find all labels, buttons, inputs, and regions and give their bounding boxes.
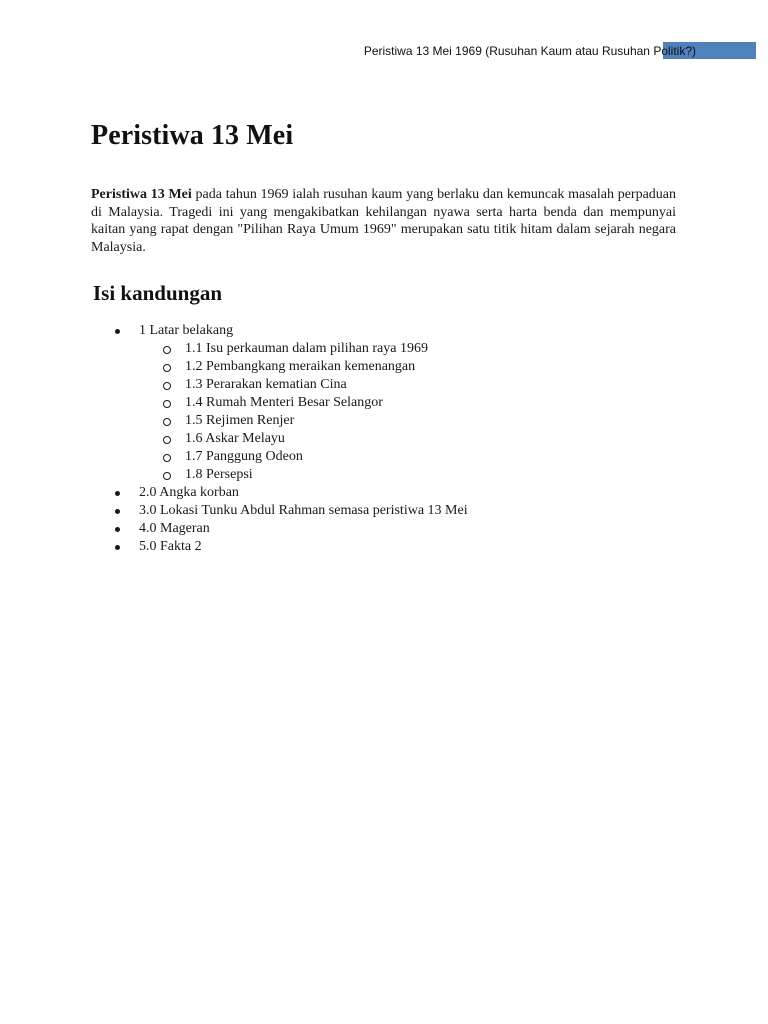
toc-item[interactable] (0, 322, 768, 340)
intro-paragraph (91, 186, 676, 256)
page-title: Peristiwa 13 Mei (91, 120, 294, 151)
table-of-contents (0, 322, 768, 556)
toc-item-label[interactable]: 1.5 Rejimen Renjer (185, 413, 295, 428)
toc-item-label[interactable]: 1.2 Pembangkang meraikan kemenangan (185, 359, 416, 374)
bullet-ring-icon (163, 472, 171, 480)
intro-bold-lead: Peristiwa 13 Mei (91, 187, 192, 202)
toc-subitem[interactable] (0, 412, 768, 430)
toc-subitem[interactable] (0, 394, 768, 412)
toc-item[interactable] (0, 502, 768, 520)
running-header: Peristiwa 13 Mei 1969 (Rusuhan Kaum atau Rusuhan Politik?) (363, 44, 696, 58)
bullet-ring-icon (163, 418, 171, 426)
bullet-dot-icon (115, 329, 120, 334)
intro-text: pada tahun 1969 ialah rusuhan kaum yang berlaku dan kemuncak masalah perpaduan di Malaysia. Tragedi ini yang mengakibatkan kehilangan nyawa serta harta benda dan mempunyai kaitan yang rapat dengan "Pilihan Raya Umum 1969" merupakan satu titik hitam dalam sejarah negara Malaysia. (91, 187, 677, 255)
toc-subitem[interactable] (0, 376, 768, 394)
toc-item[interactable] (0, 520, 768, 538)
toc-item-label[interactable]: 1.4 Rumah Menteri Besar Selangor (185, 395, 383, 410)
toc-subitem[interactable] (0, 340, 768, 358)
toc-subitem[interactable] (0, 430, 768, 448)
toc-item-label[interactable]: 4.0 Mageran (139, 521, 210, 536)
toc-item[interactable] (0, 484, 768, 502)
bullet-ring-icon (163, 454, 171, 462)
toc-item-label[interactable]: 1.1 Isu perkauman dalam pilihan raya 1969 (185, 341, 428, 356)
toc-subitem[interactable] (0, 466, 768, 484)
bullet-ring-icon (163, 436, 171, 444)
bullet-dot-icon (115, 509, 120, 514)
toc-item-label[interactable]: 1.6 Askar Melayu (185, 431, 285, 446)
bullet-ring-icon (163, 346, 171, 354)
toc-subitem[interactable] (0, 358, 768, 376)
bullet-dot-icon (115, 491, 120, 496)
bullet-ring-icon (163, 400, 171, 408)
toc-item-label[interactable]: 1.8 Persepsi (185, 467, 253, 482)
toc-item-label[interactable]: 3.0 Lokasi Tunku Abdul Rahman semasa peristiwa 13 Mei (139, 503, 468, 518)
bullet-ring-icon (163, 382, 171, 390)
toc-heading: Isi kandungan (93, 281, 223, 305)
toc-item-label[interactable]: 1.3 Perarakan kematian Cina (185, 377, 347, 392)
toc-item-label[interactable]: 5.0 Fakta 2 (139, 539, 202, 554)
bullet-dot-icon (115, 527, 120, 532)
toc-item-label[interactable]: 1 Latar belakang (139, 323, 234, 338)
toc-item[interactable] (0, 538, 768, 556)
toc-item-label[interactable]: 1.7 Panggung Odeon (185, 449, 303, 464)
bullet-dot-icon (115, 545, 120, 550)
bullet-ring-icon (163, 364, 171, 372)
toc-item-label[interactable]: 2.0 Angka korban (139, 485, 239, 500)
toc-subitem[interactable] (0, 448, 768, 466)
